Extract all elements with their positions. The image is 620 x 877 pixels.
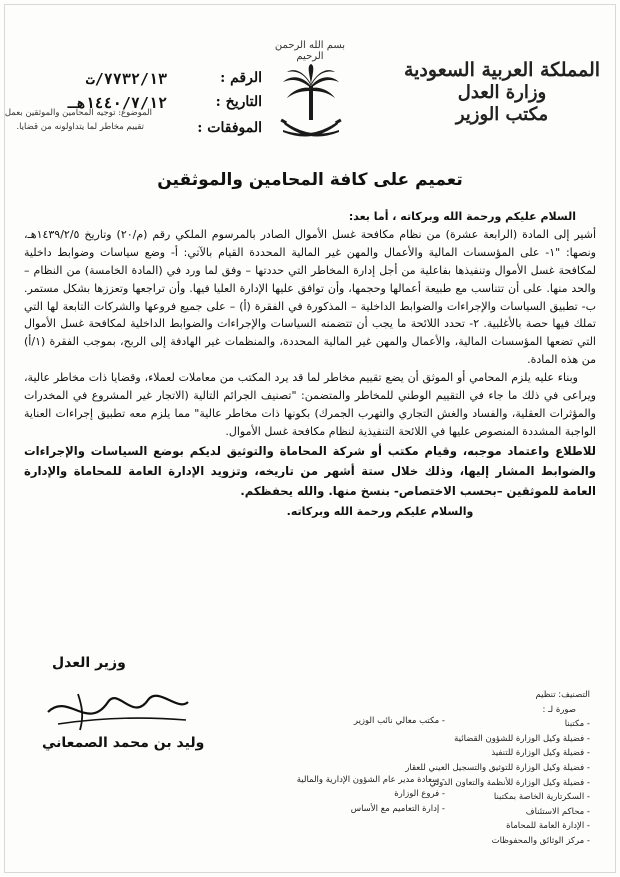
paragraph-2: وبناء عليه يلزم المحامي أو الموثق أن يضع تقييم مخاطر لما قد يرد المكتب من معاملات لعملاء، وقضايا ذات مخاطر عالية، ويراعى في ذلك ما جاء في التقييم الوطني للمخاطر والمتضمن: "تصنيف الجرائم التالية (الاتجار غير المشروع في المخدرات والمؤثرات العقلية، والفساد والغش التجاري والتهرب الجمرك) بكونها ذات مخاطر عالية" مما يلزم معه تطبيق إجراءات العناية الواجبة المشددة المنصوص عليها في اللائحة التنفيذية لنظام مكافحة غسل الأموال. [24,371,596,438]
closing-salutation: والسلام عليكم ورحمة الله وبركاته. [286,504,474,518]
distribution-item: - مركز الوثائق والمحفوظات [491,835,590,846]
subject-line-1: الموضوع: توجيه المحامين والموثقين بعمل [4,108,152,118]
distribution-item: - محاكم الاستئناف [525,806,590,817]
distribution-item: - الإدارة العامة للمحاماة [506,821,590,832]
signatory-name: وليد بن محمد الصمعاني [42,735,205,751]
paragraph-1: أشير إلى المادة (الرابعة عشرة) من نظام مكافحة غسل الأموال الصادر بالمرسوم الملكي رقم (م/٢٠) وتاريخ ١٤٣٩/٢/٥هـ، ونصها: "١- على المؤسسات المالية والأعمال والمهن غير المالية المحددة القيام بالآتي: أ- وضع سياسات وضوابط داخلية لمكافحة غسل الأموال وتنفيذها بفاعلية من أجل إدارة المخاطر التي حددتها – وفق لما ورد في (المادة الخامسة) من النظام – والحد منها. على أن تتناسب مع طبيعة أعمالها وحجمها، وأن توافق عليها الإدارة العليا فيها. وأن تراجعها وتعززها بشكل مستمر. ب- تطبيق السياسات والإجراءات والضوابط الداخلية – المذكورة في الفقرة (أ) – على جميع فروعها والشركات التابعة لها التي تملك فيها حصة بالأغلبية. ٢- تحدد اللائحة ما يجب أن تتضمنه السياسات والإجراءات والضوابط الداخلية لمكافحة غسل الأموال التي تضعها المؤسسات المالية، والأعمال والمهن غير المالية المحددة، والمنظمات غير الهادفة إلى الربح، بموجب الفقرة (١/أ) من هذه المادة. [24,227,596,367]
subject-line-2: تقييم مخاطر لما يتداولونه من قضايا. [16,122,144,132]
signatory-title: وزير العدل [52,655,126,671]
letterhead [402,58,602,126]
distribution-item: - سعادة مدير عام الشؤون الإدارية والمالية [296,774,445,785]
palm-swords-emblem-icon [279,64,343,148]
kingdom-name: المملكة العربية السعودية [403,59,601,81]
distribution-item: - فضيلة وكيل الوزارة للأنظمة والتعاون الدولي [429,777,590,788]
distribution-item: - فضيلة وكيل الوزارة للتوثيق والتسجيل العيني للعقار [405,762,590,773]
basmala: بسم الله الرحمن الرحيم [274,40,346,62]
attachments-label: الموفقات : [197,120,262,136]
office-name: مكتب الوزير [455,104,549,125]
number-label: الرقم : [220,70,262,86]
distribution-item: - إدارة التعاميم مع الأساس [350,803,445,814]
greeting: السلام عليكم ورحمة الله وبركاته ، أما بعد: [348,210,576,223]
copy-to-label: صورة لـ : [542,704,576,715]
handwritten-signature-icon [38,672,198,740]
date-value: ١٤٤٠/٧/١٢هـ [67,94,167,112]
distribution-list-2 [265,714,445,816]
distribution-item: - فروع الوزارة [394,789,445,800]
document-title: تعميم على كافة المحامين والموثقين [157,170,463,190]
distribution-item: - فضيلة وكيل الوزارة للتنفيذ [491,748,590,759]
distribution-item: - فضيلة وكيل الوزارة للشؤون القضائية [454,733,590,744]
number-row [12,70,262,92]
letter-body [24,208,596,521]
date-label: التاريخ : [215,94,262,110]
distribution-item: - مكتب معالي نائب الوزير [353,716,445,726]
paragraph-3: للاطلاع واعتماد موجبه، وقيام مكتب أو شركة المحاماة والتوثيق لديكم بوضع السياسات والإجراءات والضوابط المشار إليها، وذلك خلال ستة أشهر من تاريخه، وتزويد الإدارة العامة للمحاماة والإدارة العامة للموثقين –بحسب الاختصاص- بنسخ منها. والله يحفظكم. [24,443,596,498]
distribution-item: - مكتبنا [564,719,590,730]
number-value: ٧٧٣٢/١٣/ت [85,70,167,88]
distribution-item: - السكرتارية الخاصة بمكتبنا [493,792,590,803]
classification-heading: التصنيف: تنظيم [535,690,590,700]
ministry-name: وزارة العدل [457,82,547,103]
